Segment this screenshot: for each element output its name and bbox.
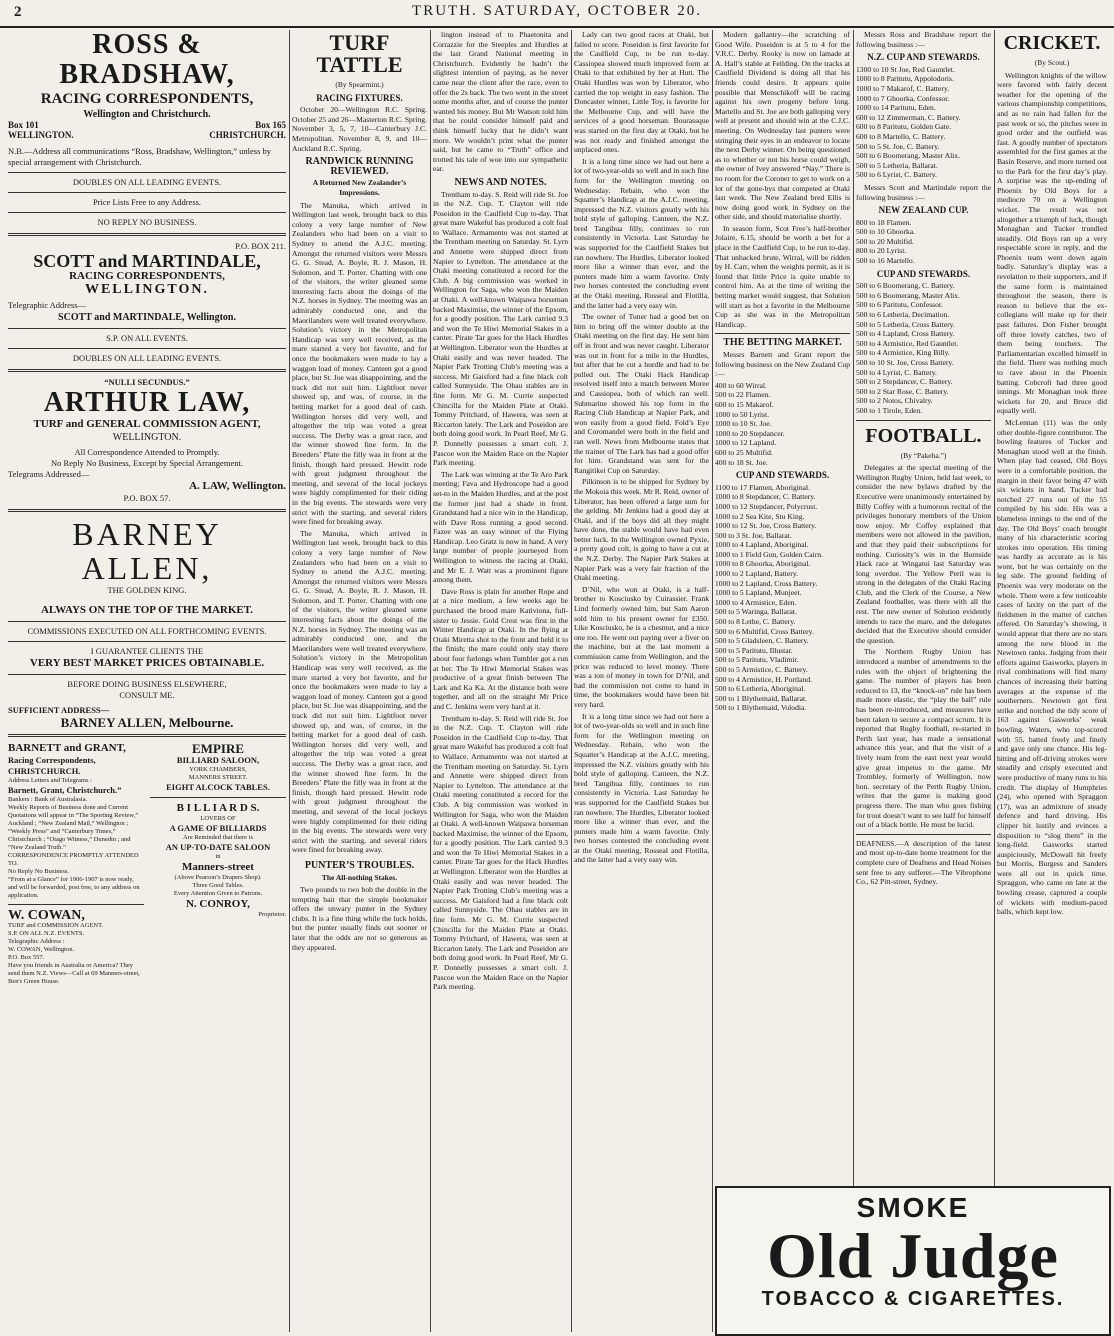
ad-po: P.O. BOX 211. [235, 241, 286, 252]
ad-place: Wellington and Christchurch. [83, 109, 211, 120]
betting-line: 1000 to 8 Ghoorka, Aboriginal. [715, 559, 811, 569]
ad-name: ARTHUR LAW, [43, 387, 251, 419]
football-column [856, 30, 991, 1182]
article-text: Delegates at the special meeting of the Wellington Rugby Union, held last week, to consider the new bylaws drafted by the Executive were unanimously entertained by Billy Coffey with a humorous recital of the privileges honorary members of the Union now enjoy. Mr Coffey explained that members were not allowed in the pavilion, and that they paid their subscriptions for nothing. Curiosity’s win in the Burnside Hack race at Wingatui last Saturday was long overdue. The Yellow Peril was is strong in the delegates of the Otaki Racing Club, and the Clerk of the Course, a New Zealand footballer, was there with all the rest. The new owner of Solution evidently intends to race the mare, and the delegates decided that the Executive should consider the question. [856, 463, 991, 645]
cowan-extra: Have you friends in Australia or America? They send them N.Z. Views—Call at 69 Manners-street, Ben's Green House. [8, 962, 140, 986]
betting-line: 500 to 4 Lapland, Cross Battery. [856, 329, 955, 339]
betting-line: 1000 to 4 Armistice, Eden. [715, 597, 797, 607]
betting-line: 500 to 5 Letheria, Ballarat. [856, 160, 938, 170]
new-zealand-cup-heading: NEW ZEALAND CUP. [878, 205, 969, 216]
ad-box-right: Box 165 [255, 120, 286, 130]
randwick-heading: RANDWICK RUNNING REVIEWED. [305, 156, 414, 177]
article-text: In season form, Scot Free’s half-brother Jolaire, 6.15, should be worth a bet for a place in the Caulfield Cup, to be run to-day. That unbacked brute, Wirral, will be ridden by H. Carr, when the weights permit, as it is found that little Price is quite unable to control him. As at the time of writing the betting market would suggest, that Solution will start as hot a favorite in the Melbourne Cup as she was in the Metropolitan Handicap. [715, 223, 850, 329]
betting-line: 600 to 8 Martello, C. Battery. [856, 131, 946, 141]
betting-line: 500 to 3 St. Joe, Ballarat. [715, 530, 792, 540]
betting-line: 500 to 20 Multifid. [856, 236, 914, 246]
betting-line: 500 to 4 Armistice, H. Portland. [715, 674, 813, 684]
notes-continued-column [574, 30, 709, 1332]
ad-body: Weekly Reports of Business done and Current Quotations will appear in “The Sporting Review,” Auckland ; “New Zealand Mail,” Wellington ; “Weekly Press” and “Canterbury Times,” Christchurch ; “Otago Witness,” Dunedin ; and “New Zealand Truth.” [8, 804, 139, 852]
ad-sub: RACING CORRESPONDENTS, [40, 91, 254, 107]
betting-line: 1000 to 7 Makarof, C. Battery. [856, 83, 950, 93]
ad-sub: Racing Correspondents, [8, 755, 96, 766]
betting-line: 500 to 2 Stepdancer, C. Battery. [856, 377, 953, 387]
betting-line: 500 to 22 Flamen. [715, 390, 771, 400]
article-text: It is a long time since we had out here a lot of two-year-olds so well and in such fine form for the Wellington meeting on Wednesday. Rebain, who won the Squatter’s Handicap at the A.J.C. meeting, impressed the N.Z. visitors greatly with his bold style of galloping. Canteen, the N.Z. bred Tangihua filly, continues to run consistently in Victoria. Last Saturday he was supported for the Caulfield Stakes but ran nowhere. The Hurdles, Liberator looked more like a winner than ever, and the punters made him a warm favorite. Only two horses contested the concluding event at the Otaki meeting, Rosseal and Flotilla, and the latter had a very easy win. [574, 156, 709, 310]
ad-every: Every Attention Given to Patrons. [173, 890, 263, 898]
betting-line: 500 to 5 Armistice, C. Battery. [715, 665, 808, 674]
article-text: The Lark was winning at the Te Aro Park meeting; Fava and Hydroscope had a good set-to in the Maiden Hurdles, and at the post the former just had a shade in front. Grandstand had a nice win in the Handicap, with Dave Ross running a good second. Fazee was an easy winner of the Flying Handicap. Leo Gratz is now in hand. A very large number of people journeyed from Wellington to witness the racing at Otaki, and Mr E. J. Watt was a prominent figure among them. [433, 469, 568, 585]
betting-intro: Messrs Scott and Martindale report the following business :— [856, 182, 991, 202]
betting-line: 1000 to 2 Lapland, Battery. [715, 569, 799, 579]
betting-line: 1000 to 20 Stepdancer. [715, 428, 785, 438]
cowan-po: P.O. Box 557. [8, 954, 45, 962]
ad-guar: I GUARANTEE CLIENTS THE [90, 646, 204, 657]
news-notes-column [433, 30, 568, 1332]
smoke-text: SMOKE [856, 1192, 970, 1223]
ad-no-reply: NO REPLY NO BUSINESS. [97, 217, 197, 228]
column-rule [994, 30, 995, 1332]
ad-note: N.B.—Address all communications “Ross, Bradshaw, Wellington,” unless by special arrangement with Christchurch. [8, 146, 272, 168]
ad-consult: CONSULT ME. [119, 690, 175, 701]
betting-line: 1000 to 12 Lapland. [715, 438, 777, 448]
column-rule [571, 30, 572, 1332]
betting-line: 1000 to 8 Stepdancer, C. Battery. [715, 492, 816, 502]
betting-line: 500 to 1 Blythemaid, Ballarat. [715, 693, 807, 703]
ad-above: (Above Pearson’s Drapers Shop). [174, 874, 262, 882]
ad-manners: Manners-street [182, 861, 254, 874]
byline: (By Spearmint.) [335, 80, 384, 89]
betting-line: 1000 to 50 Lyrist. [715, 409, 770, 419]
tobacco-text: TOBACCO & CIGARETTES. [761, 1288, 1065, 1310]
betting-line: 1000 to 2 Sea Kite, Stu King. [715, 511, 805, 521]
ad-three: Three Good Tables. [192, 882, 244, 890]
barney-allen-ad [8, 517, 286, 729]
punters-subheading: The All-nothing Stakes. [321, 872, 398, 882]
betting-line: 500 to 1 Tirole, Eden. [856, 405, 923, 415]
article-text: Trentham to-day. S. Reid will ride St. Joe in the N.Z. Cup. T. Clayton will ride Poseidon in the Caulfield Cup to-day. That great mare Wakeful has produced a colt foal to Wallace. Armamento was not started at the Trentham meeting on Saturday. St. Lyrn and Annette were shipped direct from Napier to Lyttelton. The attendance at the Otaki meeting constituted a record for the Club. A big commission was worked in Wellington for Saga, who won the Maiden at Otaki. A well-known Waipawa horseman backed Maximise, the winner of the Epsom, for a goodly position. The Lark carried 9.3 and won the Te Hiwi Memorial Stakes in a canter. Pirate Tar goes for the Hack Hurdles at Wellington. Liberator won the Hurdles at Otaki easily and was never headed. The Napier Park Trotting Club’s meeting was a success. Mr Gaisford had a fine black colt called Sunnyside. The Ohau stables are in fine form. Mr G. M. Currie suspected Chincilla for the Maiden Plate at Otaki. Tommy Pritchard, of Hawera, was seen at Riccarton lately. The Lark and Poseidon are both doing good work. In Pearl Reef, Mr G. P. Donnelly possesses a smart colt. J. Pascoe won the Maiden Race on the Napier Park meeting. [433, 713, 568, 992]
betting-line: 500 to 4 Lyrist, C. Battery. [856, 367, 937, 377]
betting-line: 1000 to 7 Ghoorka, Confessor. [856, 93, 950, 103]
fixtures-text: October 20—Wellington R.C. Spring. October 25 and 26—Masterton R.C. Spring. November 3, 5, 7, 10—Canterbury J.C. Metropolitan. November 8, 9, and 10—Auckland R.C. Spring. [292, 105, 427, 153]
ad-tele: Telegraphic Address— [8, 300, 87, 311]
betting-list [856, 281, 991, 415]
old-judge-ad [715, 1186, 1111, 1336]
ad-addr: Barnett, Grant, Christchurch.” [8, 785, 122, 796]
ad-comm: COMMISSIONS EXECUTED ON ALL FORTHCOMING EVENTS. [27, 626, 267, 637]
betting-line: 500 to 10 Ghoorka. [856, 227, 916, 237]
betting-line: 500 to 5 Gladsleen, C. Battery. [715, 636, 809, 646]
ad-bankers: Bankers : Bank of Australasia. [8, 796, 88, 804]
ad-sub: RACING CORRESPONDENTS, [69, 270, 225, 283]
ad-tables: EIGHT ALCOCK TABLES. [166, 782, 270, 793]
betting-line: 500 to 5 Paritutu, Illustar. [715, 645, 793, 655]
ad-sp: S.P. ON ALL EVENTS. [106, 333, 188, 344]
betting-line: 500 to 8 Lethe, C. Battery. [715, 617, 796, 627]
betting-line: 400 to 60 Wirral. [715, 380, 767, 390]
empire-billiard-ad [150, 742, 286, 986]
ad-no-reply: No Reply No Business. [8, 868, 70, 876]
ad-sub: TURF and GENERAL COMMISSION AGENT, [33, 418, 261, 431]
arthur-law-ad [8, 377, 286, 504]
ad-city-right: CHRISTCHURCH. [209, 129, 286, 140]
betting-list [715, 381, 850, 467]
betting-line: 800 to 20 Lyrist. [856, 246, 907, 256]
barnett-grant-ad [8, 742, 144, 986]
betting-line: 500 to 4 Armistice, Red Gauntlet. [856, 338, 959, 348]
page-title: TRUTH. SATURDAY, OCTOBER 20. [412, 3, 702, 19]
news-notes-heading: NEWS AND NOTES. [454, 176, 547, 188]
column-rule [289, 30, 290, 1332]
ad-city: WELLINGTON. [84, 282, 210, 298]
betting-intro: Messrs Barnett and Grant report the following business on the New Zealand Cup :— [715, 350, 850, 379]
ad-lovers: LOVERS OF [200, 815, 236, 823]
betting-line: 1100 to 17 Flamen, Aboriginal. [715, 482, 811, 492]
article-text: The Manuka, which arrived in Wellington last week, brought back to this colony a very large number of New Zealanders who had been on a visit to Sydney to attend the A.J.C. meeting. Amongst the returned visitors were Messrs G. G. Stead, A. Boyle, R. J. Mason, H. Solomon, and T. Porter. Chatting with one of the visitors, the writer gleaned some interesting facts about the doings of the N.Z. horses in Sydney. The meeting was an admirably conducted one, and the Maorilanders were well treated everywhere. Solution’s victory in the Metropolitan Handicap was very well received, as the mare started a very hot favorite, and for once the bookmakers were made to lay a waggon load of money. Canteen got a good place, but St. Joe was disappointing, and the track did not suit him. Lightfoot never showed up, and was, of course, in the betting market for a good deal of cash. Wellington horses did very well, and altogether the trip was voted a great success. The Derby was a great race, and the winner showed fine form. In the Breeders’ Plate the filly was in front at the finish, though hard pressed. Hewitt rode with great judgment throughout the meeting, and several of the local jockeys were highly complimented for their riding in the big events. The stewards were very strict with the starting, and several riders were fined for breaking away. [292, 200, 427, 527]
ad-tele-addr: SCOTT and MARTINDALE, Wellington. [58, 312, 236, 324]
betting-line: 500 to 2 Notos, Chivalry. [856, 396, 933, 406]
article-text: Lady can two good races at Otaki, but failed to score. Poseidon is first favorite for the Caulfield Cup, to be run to-day. Cassiopea showed much improved form at Otaki to that exhibited by her at Hutt. The Otaki Hurdles was won by Liberator, who carried the top weight in easy fashion. The Doncaster winner, Little Toy, is favorite for the Melbourne Cup, and will have the services of a good horseman. Bourassque was started on the first day at Otaki, but he was not ready and finished amongst the unplaced ones. [574, 30, 709, 155]
betting-line: 500 to 16 Martello. [856, 256, 915, 266]
article-text: McLennan (11) was the only other double-figure contributor. The bowling features of Tucker and Monaghan stood well at the finish. When play had ceased, Old Boys were in a comfortable position, the margin in their favor being 47 with six wickets in hand. Tucker had notched 27 runs out of the 55 compiled by his side. His was a blameless innings to the end of the day. The Old Boys’ coach brought many of his characteristic scoring strokes into operation. His timing was hardly as accurate as is his wont, but he was certainly on the leg side. The ground fielding of Phoenix was very moderate on the whole. There were a few noticeable cases of laxity on the part of the fieldsmen in the matter of catches offered. On Saturday’s showing, it would appear that there are no stars among the new blood in the Newtown ranks. Judging from their efforts against Gasworks, players in rival combinations will find many chances of increasing their batting averages at the expense of the southerners. Newtown got first strike and notched the tidy score of 163 against Gasworks’ weak bowling. Waters, who top-scored with 55, batted freely and finely and gave only one chance. His leg-hitting and off-driving strokes were steadily and crisply executed and were productive of many runs to his credit. The display of Humphries (24), who opened with Spraggon (17), was an admixture of steady defence and hard driving. His clipper hit lustily and evinces a disposition to “slog them” in the long-field. Gasworks started auspiciously, McDowall hit freely but Morris, Burgess and Sanders were all out in quick time. Spraggon, who came on late at the bowling crease, captured a couple of wickets with medium-paced balls, which kept low. [997, 417, 1107, 917]
scott-martindale-ad [8, 241, 286, 364]
byline: (By “Pakeha.”) [900, 450, 947, 460]
ad-name: BARNETT and GRANT, [8, 742, 126, 755]
betting-heading: THE BETTING MARKET. [723, 337, 842, 349]
cricket-heading: CRICKET. [1003, 32, 1101, 54]
betting-intro: Messrs Ross and Bradshaw report the following business :— [856, 30, 991, 49]
betting-line: 500 to 6 Multifid, Cross Battery. [715, 626, 814, 636]
ad-suff: SUFFICIENT ADDRESS— [8, 705, 110, 716]
byline: (By Scout.) [1034, 58, 1070, 67]
article-text: Two pounds to two bob the double in the tempting bait that the simple bookmaker offers the unwary punter in the Sydney clubs. It is a fine thing while the luck holds, but the punter usually finds out sooner or later that the odds are not so generous as they appeared. [292, 885, 427, 952]
article-text: Wellington knights of the willow were favored with fairly decent weather for the opening of the various championship competitions, and as no rain had fallen for the past week or so, the pitches were in good order and the outfield was fast. A goodly number of spectators assembled for the first games at the Basin Reserve, and more turned out to the Park for the first day’s play. A surprise was the up-ending of Phoenix by Old Boys for a mediocre 70 on a Wellington wicket. The result was not altogether a triumph of luck, though Monaghan and Tucker trundled steadily. Old Boys ran up a very respectable score in reply, and the Phoenix team went down again badly. Saturday’s display was a revelation to their supporters, and if the same form is maintained throughout the season, there is reason to believe that the ex-collegians will make up for their past failures. Don Fisher brought off three lovely catches, two of them being touchers. The Parliamentarian excelled himself in the field. There was nothing much to rave about in the Phoenix batting. Cobcroft had three good innings. Mr Monaghan took three wickets for 20, and Bruce did equally well. [997, 70, 1107, 416]
betting-line: 500 to 6 Boomerang, Master Alix. [856, 151, 960, 161]
cricket-column [997, 30, 1107, 1182]
ad-saloon: AN UP-TO-DATE SALOON [165, 842, 271, 853]
article-text: Dave Ross is plain for another Rope and at a nice medium, a few weeks ago he purchased the brood mare Kativiona, full-sister to Jessie. Gold Crest was first in the Winter Handicap at Otaki. In the flying at Otaki Miretta shot to the front and held it to the finish; the mare could only stay there about four furlongs when Tumbler got a run at her. The Te Hiwi Memorial Stakes was productive of a great finish between The Lark and Ka Ka. At the distance both were together, and all on the straight Mr Price and C. Jenkins were very hard at it. [433, 586, 568, 711]
old-judge-text: Old Judge [767, 1220, 1059, 1291]
betting-line: 500 to 6 Paritutu, Confessor. [856, 300, 943, 310]
ad-name: EMPIRE [192, 741, 244, 757]
cowan-tele: Telegraphic Address : [8, 938, 65, 946]
ad-in: in [215, 853, 221, 861]
betting-line: 600 to 25 Multifid. [715, 447, 773, 457]
column-rule [853, 30, 854, 1332]
betting-line: 500 to 6 Boomerang, C. Battery. [856, 281, 955, 291]
ross-bradshaw-ad [8, 30, 286, 228]
ad-city: WELLINGTON. [112, 432, 182, 444]
punters-heading: PUNTER’S TROUBLES. [304, 859, 415, 871]
ad-no-reply: No Reply No Business, Except by Special Arrangement. [51, 458, 243, 469]
deafness-ad: DEAFNESS.—A description of the latest and most up-to-date home treatment for the complete cure of Deafness and Head Noises sent free to any sufferer.—The Vibrophone Co., 62 Pitt-street, Sydney. [856, 838, 991, 887]
betting-line: 1000 to 2 Lapland, Cross Battery. [715, 578, 818, 588]
betting-line: 1300 to 10 St Joe, Red Gauntlet. [856, 64, 955, 74]
article-text: Trentham to-day. S. Reid will ride St. Joe in the N.Z. Cup. T. Clayton will ride Poseidon in the Caulfield Cup to-day. That great mare Wakeful has produced a colt foal to Wallace. Armamento was not started at the Trentham meeting on Saturday. St. Lyrn and Annette were shipped direct from Napier to Lyttelton. The attendance at the Otaki meeting constituted a record for the Club. A big commission was worked in Wellington for Saga, who won the Maiden at Otaki. A well-known Waipawa horseman backed Maximise, the winner of the Epsom, for a goodly position. The Lark carried 9.3 and won the Te Hiwi Memorial Stakes in a canter. Pirate Tar goes for the Hack Hurdles at Wellington. Liberator won the Hurdles at Otaki easily and was never headed. The Napier Park Trotting Club’s meeting was a success. Mr Gaisford had a fine black colt called Sunnyside. The Ohau stables are in fine form. Mr G. M. Currie suspected Chincilla for the Maiden Plate at Otaki. Tommy Pritchard, of Hawera, was seen at Riccarton lately. The Lark and Poseidon are both doing good work. In Pearl Reef, Mr G. P. Donnelly possesses a smart colt. J. Pascoe won the Maiden Race on the Napier Park meeting. [433, 189, 568, 468]
ad-reminded: Are Reminded that there is [182, 834, 254, 842]
ad-addr-label: Address Letters and Telegrams : [8, 777, 92, 785]
article-text: lington instead of to Phaetonita and Corrazzie for the Steeples and Hurdles at the last Grand National meeting in Christchurch. Evidently he hadn’t the slightest intention of paying, as he never came near the client after the race, even to offer the 2s back. The two went in the street some months after, and of course the punter wanted his money. But Mr Watson told him that he could consider himself paid and think himself lucky that he didn’t want more. We wouldn’t print what the punter said, but he came to “Truth” office and trotted his tale of woe into our sympathetic ear. [433, 30, 568, 174]
betting-line: 500 to 4 Armistice, King Billy. [856, 348, 950, 358]
betting-line: 1000 to 1 Field Gun, Golden Cairn. [715, 549, 823, 559]
ad-doubles: DOUBLES ON ALL LEADING EVENTS. [72, 177, 222, 188]
betting-line: 600 to 12 Zimmerman, C. Battery. [856, 112, 961, 122]
betting-line: 1000 to 4 Lapland, Aboriginal. [715, 540, 809, 550]
ad-game: A GAME OF BILLIARDS [169, 823, 267, 834]
ad-name: BARNEY ALLEN, [72, 516, 222, 587]
ad-name: ROSS & BRADSHAW, [59, 30, 235, 90]
ad-billiards: B I L L I A R D S. [176, 802, 260, 815]
ad-addr: YORK CHAMBERS, [189, 766, 247, 774]
ad-prop-label: Proprietor. [258, 911, 286, 919]
betting-line: 1000 to 12 St. Joe, Cross Battery. [715, 521, 817, 531]
betting-line: 1000 to 14 Paritutu, Eden. [856, 103, 936, 113]
article-text: The Manuka, which arrived in Wellington last week, brought back to this colony a very large number of New Zealanders who had been on a visit to Sydney to attend the A.J.C. meeting. Amongst the returned visitors were Messrs G. G. Stead, A. Boyle, R. J. Mason, H. Solomon, and T. Porter. Chatting with one of the visitors, the writer gleaned some interesting facts about the doings of the N.Z. horses in Sydney. The meeting was an admirably conducted one, and the Maorilanders were well treated everywhere. Solution’s victory in the Metropolitan Handicap was very well received, as the mare started a very hot favorite, and for once the bookmakers were made to lay a waggon load of money. Canteen got a good place, but St. Joe was disappointing, and the track did not suit him. Lightfoot never showed up, and was, of course, in the betting market for a good deal of cash. Wellington horses did very well, and altogether the trip was voted a great success. The Derby was a great race, and the winner showed fine form. In the Breeders’ Plate the filly was in front at the finish, though hard pressed. Hewitt rode with great judgment throughout the meeting, and several of the local jockeys were highly complimented for their riding in the big events. The stewards were very strict with the starting, and several riders were fined for breaking away. [292, 528, 427, 855]
betting-line: 500 to 1 Blythemaid, Volodia. [715, 703, 807, 713]
article-text: It is a long time since we had out here a lot of two-year-olds so well and in such fine form for the Wellington meeting on Wednesday. Rebain, who won the Squatter’s Handicap at the A.J.C. meeting, impressed the N.Z. visitors greatly with his bold style of galloping. Canteen, the N.Z. bred Tangihua filly, continues to run consistently in Victoria. Last Saturday he was supported for the Caulfield Stakes but ran nowhere. The Hurdles, Liberator looked more like a winner than ever, and the punters made him a warm favorite. Only two horses contested the concluding event at the Otaki meeting, Rosseal and Flotilla, and the latter had a very easy win. [574, 711, 709, 865]
betting-line: 600 to 8 Paritutu, Golden Gate. [856, 122, 952, 132]
article-text: D’Nil, who won at Otaki, is a half-brother to Kosciusko by Cuirassier. Frank Lind formerly owned him, but Sam Aaron sold him to his present owner for £350. Like Kosciusko, he is a chestnut, and a nice one too. He went out paying over a fiver on the machine, but at the last moment a commission came from Wellington, and the price was reduced to level money. There was a ton of money in town for D’Nil, and had the commission not come to hand in time, the bookmakers would have been hit very hard. [574, 584, 709, 709]
ad-sub: THE GOLDEN KING. [107, 585, 187, 596]
betting-line: 1000 to 8 Paritutu, Appolodoris. [856, 74, 954, 84]
article-text: The Northern Rugby Union has introduced a number of amendments to the rules with the object of brightening the game. The number of players has been reduced to 13, the “knock-on” rule has been made more elastic, the “play the ball” rule has been re-introduced, and measures have been taken to secure a compact scrum. It is reported that Rugby football, re-started in Perth last year, has made a sensational advance this year, and that the visit of a lively team from the east next year would give great impetus to the game. Mr Trombley, formerly of Wellington, now hon. secretary of the Perth Rugby Union, writes that the game is making good progress there. The man who goes fishing for trout doesn’t want to see half for himself out of a black bottle. He must be lucid. [856, 647, 991, 830]
ad-sub: BILLIARD SALOON, [176, 755, 260, 766]
football-heading: FOOTBALL. [865, 424, 982, 447]
ad-name: SCOTT and MARTINDALE, [33, 251, 261, 272]
cowan-name: W. COWAN, [8, 908, 85, 924]
betting-line: 1000 to 5 Lapland, Munjeet. [715, 588, 802, 598]
article-text: The owner of Tuner had a good bet on him to bring off the winter double at the Otaki meeting on the first day. He sent him off in front and was never caught. Liberator was out in front for a mile in the Hurdles, but after that he cut a hurdle and had to be pulled out. The Otaki Hack Handicap resolved itself into a match between Moree and Cassiopea, both of which ran well. Submarine showed his top form in the Racing Club Handicap at Napier Park, and won easily from a good field. Fold’s Eye and Coromandel were both in the field and ran well. News from Melbourne states that the trainer of The Lark has had a good offer for him. Grandstand was sent for the Rangitikei Cup on Saturday. [574, 312, 709, 475]
advertisements-column [8, 30, 286, 1332]
nz-cup-heading: N.Z. CUP AND STEWARDS. [867, 52, 980, 63]
ad-top: ALWAYS ON THE TOP OF THE MARKET. [40, 604, 254, 617]
betting-line: 500 to 5 Waringa, Ballarat. [715, 607, 797, 617]
ad-prices: Price Lists Free to any Address. [92, 197, 202, 208]
ad-city-left: WELLINGTON. [8, 129, 74, 140]
ad-doubles: DOUBLES ON ALL LEADING EVENTS. [72, 353, 222, 364]
randwick-subheading: A Returned New Zealander’s Impressions. [312, 178, 407, 197]
ad-corr: CORRESPONDENCE PROMPTLY ATTENDED TO. [8, 852, 139, 868]
ad-best: VERY BEST MARKET PRICES OBTAINABLE. [29, 657, 265, 670]
betting-line: 500 to 5 St. Joe, C. Battery. [856, 141, 940, 151]
ad-corr: All Correspondence Attended to Promptly. [74, 447, 220, 458]
page-number: 2 [14, 4, 22, 20]
fixtures-heading: RACING FIXTURES. [316, 92, 403, 103]
betting-line: 500 to 5 Letheria, Cross Battery. [856, 319, 955, 329]
betting-line: 1000 to 10 St. Joe. [715, 419, 772, 429]
ad-po: P.O. BOX 57. [123, 493, 171, 504]
masthead [0, 0, 1114, 28]
ad-street: MANNERS STREET. [188, 774, 248, 782]
column-rule [430, 30, 431, 1332]
betting-list [856, 65, 991, 180]
column-rule [712, 30, 713, 1332]
betting-line: 400 to 18 St. Joe. [715, 457, 768, 467]
cup-stewards-heading: CUP AND STEWARDS. [735, 470, 830, 481]
betting-line: 500 to 6 Letheria, Aboriginal. [715, 684, 806, 694]
betting-line: 1000 to 12 Stepdancer, Polycrust. [715, 501, 818, 511]
turf-tattle-column [292, 30, 427, 1332]
cup-stewards-heading: CUP AND STEWARDS. [876, 268, 971, 279]
betting-line: 500 to 6 Lyrist, C. Battery. [856, 170, 937, 180]
ad-box-left: Box 101 [8, 120, 39, 130]
ad-tele-addr: A. LAW, Wellington. [189, 480, 286, 493]
turf-tattle-heading: TURF TATTLE [316, 30, 403, 77]
article-text: Modern gallantry—the scratching of Good Wife. Poseidon is at 5 to 4 for the V.R.C. Derby. Rooky is now on lamade at A. Hall’s stable at Feilding. On the tracks at Caulfield Dividend is doing all that his friends could desire. It appears quite possible that Menschikoff will be racing against his own progeny before long. Martello and St. Joe are both galloping very well at present and should win at the C.J.C. meeting. On Wednesday last punters were stringing their eyes in an endeavor to locate the next Derby winner. On being questioned as to whether or not his horse could weigh, the owner of Ivey answered “Nay.” There is no room for the Coroner to get to work on a lot of the gone-bys that competed at Otaki last week. The New Zealand bred Ellis is now doing good work in Sydney on the other side, and should materialise shortly. [715, 30, 850, 222]
betting-line: 500 to 6 Boomerang, Master Alix. [856, 290, 960, 300]
ad-tele: Telegrams Addressed— [8, 469, 90, 480]
betting-line: 800 to 18 Flamen. [856, 217, 912, 227]
betting-column [715, 30, 850, 1332]
article-text: Pilkinson is to be shipped for Sydney by the Mokoia this week. Mr R. Reid, owner of Liberator, has been offered a large sum for the gelding. Mr Jenkins had a good day at Otaki, and if the boys did all they might have done, the stable would have had even better luck. In the Wellington owned Pyxie, a pretty good colt, is going to have a cut at the N.Z. Derby. The Napier Park Stakes at Napier Park was a very fair fraction of the Otaki meeting. [574, 477, 709, 583]
ad-before: BEFORE DOING BUSINESS ELSEWHERE, [67, 679, 227, 690]
betting-line: 500 to 5 Paritutu, Vladimir. [715, 655, 799, 665]
betting-line: 500 to 10 St. Joe, Cross Battery. [856, 358, 954, 367]
cowan-tele-addr: W. COWAN, Wellington. [8, 946, 75, 954]
ad-prop: N. CONROY, [185, 898, 251, 911]
ad-from: “From at a Glance” for 1906-1907 is now ready, and will be forwarded, post free, to any address on application. [8, 876, 140, 900]
ad-addr: BARNEY ALLEN, Melbourne. [60, 715, 234, 731]
ad-city: CHRISTCHURCH. [8, 766, 81, 777]
betting-line: 600 to 15 Makarof. [715, 399, 774, 409]
betting-list [856, 218, 991, 266]
betting-line: 500 to 6 Letheria, Decimation. [856, 310, 950, 320]
cowan-sp: S.P. ON ALL N.Z. EVENTS. [8, 930, 85, 938]
betting-line: 500 to 2 Star Rose, C. Battery. [856, 386, 949, 396]
ad-motto: “NULLI SECUNDUS.” [104, 377, 190, 388]
betting-list [715, 483, 850, 713]
cowan-sub: TURF and COMMISSION AGENT. [8, 922, 104, 930]
